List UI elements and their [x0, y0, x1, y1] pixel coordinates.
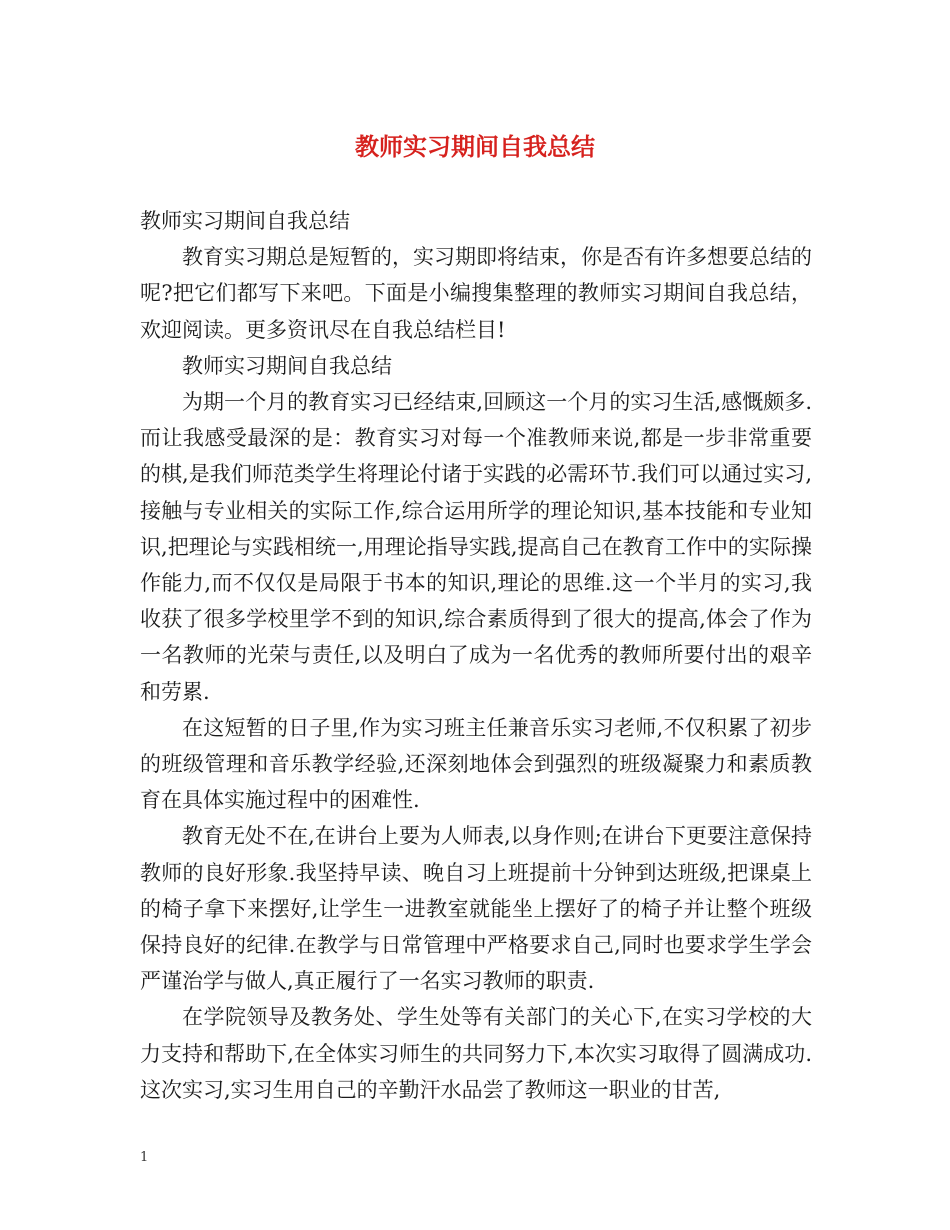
page-number: 1 — [140, 1150, 149, 1165]
document-title: 教师实习期间自我总结 — [355, 133, 595, 161]
paragraph-heading: 教师实习期间自我总结 — [182, 353, 392, 378]
paragraph-body: 为期一个月的教育实习已经结束,回顾这一个月的实习生活,感慨颇多.而让我感受最深的是：教育实习对每一个准教师来说,都是一步非常重要的棋,是我们师范类学生将理论付诸于实践的必需环节.我们可以通过实习,接触与专业相关的实际工作,综合运用所学的理论知识,基本技能和专业知识,把理论与实践相统一,用理论指导实践,提高自己在教育工作中的实际操作能力,而不仅仅是局限于书本的知识,理论的思维.这一个半月的实习,我收获了很多学校里学不到的知识,综合素质得到了很大的提高,体会了作为一名教师的光荣与责任,以及明白了成为一名优秀的教师所要付出的艰辛和劳累. — [140, 390, 812, 704]
paragraph-body: 在学院领导及教务处、学生处等有关部门的关心下,在实习学校的大力支持和帮助下,在全体实习师生的共同努力下,本次实习取得了圆满成功.这次实习,实习生用自己的辛勤汗水品尝了教师这一职业的甘苦, — [140, 1005, 812, 1102]
document-body — [140, 203, 812, 1108]
paragraph-body: 在这短暂的日子里,作为实习班主任兼音乐实习老师,不仅积累了初步的班级管理和音乐教学经验,还深刻地体会到强烈的班级凝聚力和素质教育在具体实施过程中的困难性. — [140, 715, 812, 813]
paragraph-subtitle: 教师实习期间自我总结 — [140, 209, 350, 233]
paragraph-body: 教育无处不在,在讲台上要为人师表,以身作则;在讲台下更要注意保持教师的良好形象.我坚持早读、晚自习上班提前十分钟到达班级,把课桌上的椅子拿下来摆好,让学生一进教室就能坐上摆好了的椅子并让整个班级保持良好的纪律.在教学与日常管理中严格要求自己,同时也要求学生学会严谨治学与做人,真正履行了一名实习教师的职责. — [140, 824, 812, 994]
paragraph-intro: 教育实习期总是短暂的，实习期即将结束，你是否有许多想要总结的呢?把它们都写下来吧。下面是小编搜集整理的教师实习期间自我总结，欢迎阅读。更多资讯尽在自我总结栏目! — [140, 245, 812, 342]
